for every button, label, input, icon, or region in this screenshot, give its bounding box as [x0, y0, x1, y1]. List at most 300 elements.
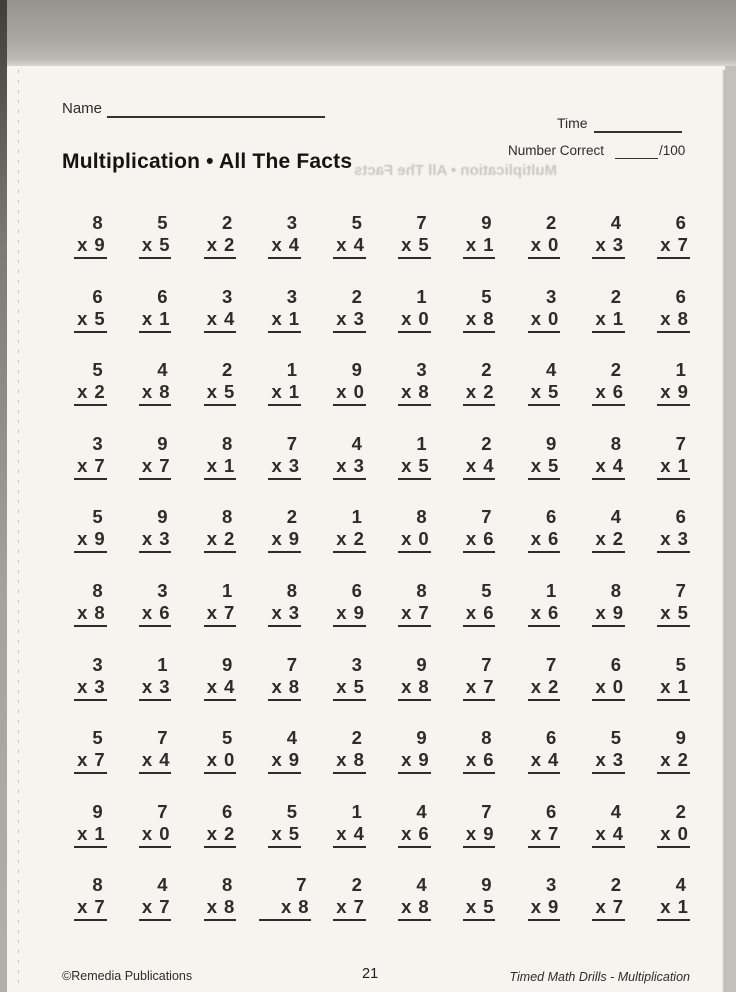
multiplicand: 2	[286, 506, 298, 528]
multiply-sign: x	[336, 675, 347, 697]
problem-cell	[74, 654, 107, 701]
multiplicand: 8	[481, 727, 492, 749]
problem-cell	[204, 801, 237, 848]
multiplier: 8	[288, 675, 300, 697]
multiply-sign: x	[271, 528, 282, 550]
multiplier-line	[398, 602, 431, 627]
multiplier-line	[139, 896, 172, 921]
multiplicand: 8	[610, 432, 622, 454]
multiplicand: 8	[221, 432, 233, 454]
multiplicand: 8	[221, 506, 233, 528]
multiplier-line	[74, 749, 107, 774]
multiplier: 6	[483, 601, 494, 623]
multiply-sign: x	[206, 528, 217, 550]
problem-cell	[139, 286, 172, 333]
multiply-sign: x	[465, 234, 477, 255]
multiplicand: 6	[675, 506, 686, 528]
multiplier: 9	[288, 749, 300, 771]
multiplicand: 1	[157, 653, 168, 675]
multiply-sign: x	[141, 307, 153, 329]
multiply-sign: x	[77, 601, 88, 623]
multiply-sign: x	[77, 234, 88, 255]
multiply-sign: x	[141, 896, 153, 918]
problem-cell	[268, 580, 301, 627]
scanner-background-right	[725, 66, 736, 992]
multiplier: 4	[483, 454, 494, 476]
multiplicand: 5	[92, 727, 103, 749]
multiplier: 2	[223, 528, 235, 550]
multiply-sign: x	[401, 307, 412, 329]
multiplicand: 6	[545, 800, 557, 822]
multiplier-line	[463, 308, 496, 333]
multiplicand: 9	[157, 432, 168, 454]
multiplier-line	[463, 528, 496, 553]
bleed-through-text: Multiplication • All The Facts	[353, 162, 558, 179]
multiplicand: 9	[351, 359, 362, 381]
multiplier: 4	[353, 822, 364, 844]
multiplicand: 7	[157, 800, 168, 822]
multiplier-line	[74, 528, 107, 553]
multiplier-line	[528, 896, 561, 921]
problem-cell	[398, 654, 431, 701]
multiplier-line	[333, 749, 366, 774]
multiplier-line	[74, 602, 107, 627]
multiplier-line	[463, 749, 496, 774]
multiplier: 1	[288, 381, 300, 403]
multiply-sign: x	[77, 528, 88, 550]
problem-cell	[592, 874, 625, 921]
problem-cell	[592, 359, 625, 406]
problem-cell	[139, 506, 172, 553]
multiplier-line	[204, 455, 237, 480]
multiplier: 1	[612, 307, 624, 329]
multiply-sign: x	[660, 528, 671, 550]
problem-cell	[268, 801, 301, 848]
multiply-sign: x	[271, 601, 282, 623]
problem-cell	[657, 727, 690, 774]
multiplier-line	[463, 896, 496, 921]
multiplier-line	[268, 602, 301, 627]
multiplier-line	[657, 676, 690, 701]
multiplier: 7	[353, 896, 364, 918]
multiplicand: 3	[286, 212, 298, 233]
multiplicand: 3	[545, 874, 557, 896]
worksheet-title: Multiplication • All The Facts	[62, 150, 353, 173]
multiplicand: 4	[351, 432, 362, 454]
multiplier-line	[463, 602, 496, 627]
multiplier-line	[398, 308, 431, 333]
multiplier: 5	[418, 454, 429, 476]
multiplier: 9	[353, 601, 364, 623]
problem-cell	[463, 359, 496, 406]
multiplicand: 7	[481, 800, 492, 822]
multiplicand: 2	[351, 727, 362, 749]
multiplier: 4	[612, 454, 624, 476]
multiplier-line	[333, 308, 366, 333]
multiplier: 9	[612, 601, 624, 623]
score-denominator: /100	[659, 143, 686, 158]
multiplier-line	[139, 823, 172, 848]
multiplier: 6	[547, 601, 559, 623]
multiplicand: 4	[545, 359, 557, 381]
multiplier: 9	[288, 528, 300, 550]
multiplier-line	[463, 676, 496, 701]
multiplicand: 6	[351, 579, 362, 601]
multiplier: 7	[159, 896, 170, 918]
multiplier: 7	[483, 675, 494, 697]
multiply-sign: x	[77, 896, 88, 918]
multiply-sign: x	[141, 454, 153, 476]
problem-cell	[592, 433, 625, 480]
number-correct-blank-line	[615, 142, 658, 159]
multiplier: 9	[677, 381, 688, 403]
multiply-sign: x	[465, 896, 477, 918]
problem-cell	[398, 801, 431, 848]
problem-cell	[528, 874, 561, 921]
multiplier: 7	[94, 896, 105, 918]
problem-cell	[139, 874, 172, 921]
multiplier-line	[592, 381, 625, 406]
multiply-sign: x	[336, 234, 347, 255]
number-correct-label: Number Correct	[508, 143, 605, 158]
multiply-sign: x	[336, 822, 347, 844]
multiplier: 2	[223, 234, 235, 255]
multiplicand: 2	[545, 212, 557, 233]
multiplicand: 2	[221, 359, 233, 381]
multiply-sign: x	[595, 234, 606, 255]
multiplier-line	[204, 602, 237, 627]
multiplier-line	[398, 381, 431, 406]
multiply-sign: x	[401, 601, 412, 623]
multiplier-line	[333, 455, 366, 480]
multiply-sign: x	[141, 381, 153, 403]
multiplicand: 5	[157, 212, 168, 233]
multiply-sign: x	[77, 381, 88, 403]
multiply-sign: x	[660, 675, 671, 697]
multiply-sign: x	[141, 749, 153, 771]
multiplier-line	[268, 676, 301, 701]
problem-cell	[268, 506, 301, 553]
scanner-background-top	[0, 0, 736, 66]
problem-cell	[657, 580, 690, 627]
multiplier: 5	[94, 307, 105, 329]
problem-cell	[333, 874, 366, 921]
multiply-sign: x	[530, 528, 541, 550]
multiplier: 8	[353, 749, 364, 771]
multiplicand: 9	[416, 653, 427, 675]
multiplicand: 8	[92, 579, 103, 601]
problem-cell	[398, 212, 431, 259]
problem-cell	[139, 727, 172, 774]
multiplier-line	[204, 823, 237, 848]
multiply-sign: x	[77, 307, 88, 329]
multiplicand: 2	[675, 800, 686, 822]
multiplicand: 9	[221, 653, 233, 675]
multiplier: 2	[612, 528, 624, 550]
multiply-sign: x	[660, 822, 671, 844]
multiplier: 3	[94, 675, 105, 697]
multiplier-line	[657, 381, 690, 406]
multiplicand: 5	[481, 285, 492, 307]
multiply-sign: x	[660, 234, 671, 255]
multiplicand: 7	[675, 432, 686, 454]
multiply-sign: x	[206, 749, 217, 771]
multiplier: 5	[547, 381, 559, 403]
multiply-sign: x	[141, 822, 153, 844]
multiplicand: 8	[416, 506, 427, 528]
multiplier-line	[592, 528, 625, 553]
multiplier: 2	[353, 528, 364, 550]
problem-row	[58, 286, 706, 360]
multiplier-line	[333, 234, 366, 259]
multiplier: 5	[677, 601, 688, 623]
multiplier: 5	[223, 381, 235, 403]
multiplier: 0	[418, 307, 429, 329]
multiplicand: 3	[416, 359, 427, 381]
multiply-sign: x	[595, 528, 606, 550]
multiply-sign: x	[465, 454, 477, 476]
multiply-sign: x	[206, 601, 217, 623]
multiplier-line	[268, 528, 301, 553]
multiplicand: 8	[92, 212, 103, 233]
multiply-sign: x	[336, 454, 347, 476]
multiplier-line	[528, 528, 561, 553]
multiplier-line	[74, 896, 107, 921]
multiplier-line	[592, 234, 625, 259]
multiplicand: 7	[545, 653, 557, 675]
problem-cell	[333, 654, 366, 701]
multiply-sign: x	[271, 381, 282, 403]
multiplier: 0	[677, 822, 688, 844]
multiplicand: 6	[675, 212, 686, 233]
multiplier: 5	[418, 234, 429, 255]
multiplier-line	[398, 749, 431, 774]
multiplier: 8	[677, 307, 688, 329]
multiply-sign: x	[595, 454, 606, 476]
multiplicand: 6	[545, 506, 557, 528]
multiply-sign: x	[660, 381, 671, 403]
problem-cell	[463, 433, 496, 480]
multiplicand: 2	[351, 285, 362, 307]
multiplier: 6	[612, 381, 624, 403]
problem-row	[58, 727, 706, 801]
multiplicand: 8	[416, 579, 427, 601]
problem-cell	[259, 874, 311, 921]
problem-cell	[268, 212, 301, 259]
multiplicand: 9	[157, 506, 168, 528]
multiplier-line	[268, 234, 301, 259]
multiply-sign: x	[141, 601, 153, 623]
multiplier-line	[204, 308, 237, 333]
problem-cell	[268, 359, 301, 406]
multiplier: 2	[677, 749, 688, 771]
multiplicand: 5	[351, 212, 362, 233]
problem-cell	[592, 654, 625, 701]
multiplier: 6	[547, 528, 559, 550]
multiplier: 8	[418, 896, 429, 918]
multiplier: 7	[677, 234, 688, 255]
multiply-sign: x	[595, 601, 606, 623]
problem-cell	[463, 801, 496, 848]
multiply-sign: x	[77, 822, 88, 844]
multiplier-line	[139, 602, 172, 627]
multiplicand: 6	[221, 800, 233, 822]
problem-cell	[139, 212, 172, 259]
problem-cell	[592, 286, 625, 333]
multiplicand: 7	[286, 653, 298, 675]
problem-cell	[204, 874, 237, 921]
multiplier: 1	[159, 307, 170, 329]
multiplier-line	[333, 602, 366, 627]
problem-cell	[528, 506, 561, 553]
multiplicand: 8	[610, 579, 622, 601]
multiply-sign: x	[401, 381, 412, 403]
multiply-sign: x	[77, 454, 88, 476]
multiplicand: 6	[675, 285, 686, 307]
multiplier: 3	[159, 528, 170, 550]
multiplicand: 2	[481, 359, 492, 381]
multiplier-line	[528, 602, 561, 627]
multiplier: 0	[547, 234, 559, 255]
footer-page-number: 21	[362, 966, 379, 982]
problem-cell	[398, 874, 431, 921]
multiplicand: 7	[481, 506, 492, 528]
multiplier-line	[333, 823, 366, 848]
problem-cell	[74, 212, 107, 259]
multiplier-line	[398, 823, 431, 848]
multiply-sign: x	[465, 601, 477, 623]
problem-row	[58, 654, 706, 728]
multiply-sign: x	[206, 234, 217, 255]
multiply-sign: x	[271, 675, 282, 697]
multiplicand: 4	[416, 800, 427, 822]
problem-cell	[657, 506, 690, 553]
multiply-sign: x	[141, 675, 153, 697]
multiply-sign: x	[401, 896, 412, 918]
multiplier-line	[398, 234, 431, 259]
problem-cell	[268, 286, 301, 333]
page-right-edge	[722, 70, 725, 992]
multiplier: 6	[483, 749, 494, 771]
multiplicand: 1	[545, 579, 557, 601]
multiply-sign: x	[280, 896, 292, 918]
multiplier-line	[463, 455, 496, 480]
problem-cell	[333, 359, 366, 406]
multiplicand: 1	[675, 359, 686, 381]
multiplier-line	[528, 676, 561, 701]
multiplier: 5	[547, 454, 559, 476]
problem-cell	[139, 359, 172, 406]
problem-cell	[528, 212, 561, 259]
problem-cell	[204, 433, 237, 480]
multiplicand: 9	[481, 212, 492, 233]
multiplier: 4	[612, 822, 624, 844]
problem-cell	[139, 654, 172, 701]
problem-cell	[592, 727, 625, 774]
multiplicand: 9	[481, 874, 492, 896]
multiply-sign: x	[465, 749, 477, 771]
multiplier-line	[268, 308, 301, 333]
problem-cell	[398, 433, 431, 480]
problem-cell	[528, 433, 561, 480]
multiplier: 1	[223, 454, 235, 476]
multiply-sign: x	[595, 749, 606, 771]
multiplier: 3	[288, 601, 300, 623]
multiplier-line	[139, 455, 172, 480]
problem-cell	[139, 801, 172, 848]
problem-cell	[463, 286, 496, 333]
multiplier-line	[592, 602, 625, 627]
problem-cell	[74, 286, 107, 333]
multiply-sign: x	[271, 454, 282, 476]
problem-cell	[398, 506, 431, 553]
multiplier: 5	[353, 675, 364, 697]
multiplier: 2	[223, 822, 235, 844]
multiplicand: 9	[675, 727, 686, 749]
multiplier: 7	[223, 601, 235, 623]
multiplier: 0	[612, 675, 624, 697]
multiplicand: 1	[416, 432, 427, 454]
multiply-sign: x	[595, 381, 606, 403]
name-blank-line	[107, 99, 325, 118]
multiplier-line	[463, 381, 496, 406]
multiplicand: 2	[610, 874, 622, 896]
problem-cell	[398, 580, 431, 627]
multiply-sign: x	[530, 234, 541, 255]
multiply-sign: x	[465, 381, 477, 403]
multiplier: 7	[159, 454, 170, 476]
problem-cell	[463, 874, 496, 921]
multiplier: 4	[223, 307, 235, 329]
problem-cell	[463, 212, 496, 259]
problem-row	[58, 874, 706, 948]
problem-cell	[139, 580, 172, 627]
multiplier-line	[528, 749, 561, 774]
multiplier: 3	[159, 675, 170, 697]
problem-row	[58, 433, 706, 507]
problem-cell	[463, 506, 496, 553]
multiplier-line	[268, 381, 301, 406]
multiplicand: 5	[675, 653, 686, 675]
footer-copyright: ©Remedia Publications	[62, 969, 193, 983]
multiplier: 0	[547, 307, 559, 329]
multiplier: 8	[298, 896, 309, 918]
multiplier-line	[657, 896, 690, 921]
multiplicand: 1	[351, 506, 362, 528]
problem-cell	[74, 359, 107, 406]
multiplicand: 4	[610, 800, 622, 822]
multiplicand: 5	[286, 800, 298, 822]
multiplicand: 2	[481, 432, 492, 454]
multiply-sign: x	[206, 454, 217, 476]
multiplier-line	[74, 308, 107, 333]
multiplicand: 2	[221, 212, 233, 233]
multiply-sign: x	[595, 307, 606, 329]
multiplicand: 3	[545, 285, 557, 307]
multiplier-line	[528, 381, 561, 406]
multiplicand: 3	[221, 285, 233, 307]
multiplier-line	[204, 381, 237, 406]
multiply-sign: x	[660, 896, 671, 918]
multiplier-line	[592, 823, 625, 848]
multiplier: 9	[94, 528, 105, 550]
multiply-sign: x	[336, 749, 347, 771]
multiply-sign: x	[336, 896, 347, 918]
multiplicand: 5	[221, 727, 233, 749]
multiplicand: 1	[351, 800, 362, 822]
multiplier: 1	[288, 307, 300, 329]
multiply-sign: x	[660, 749, 671, 771]
